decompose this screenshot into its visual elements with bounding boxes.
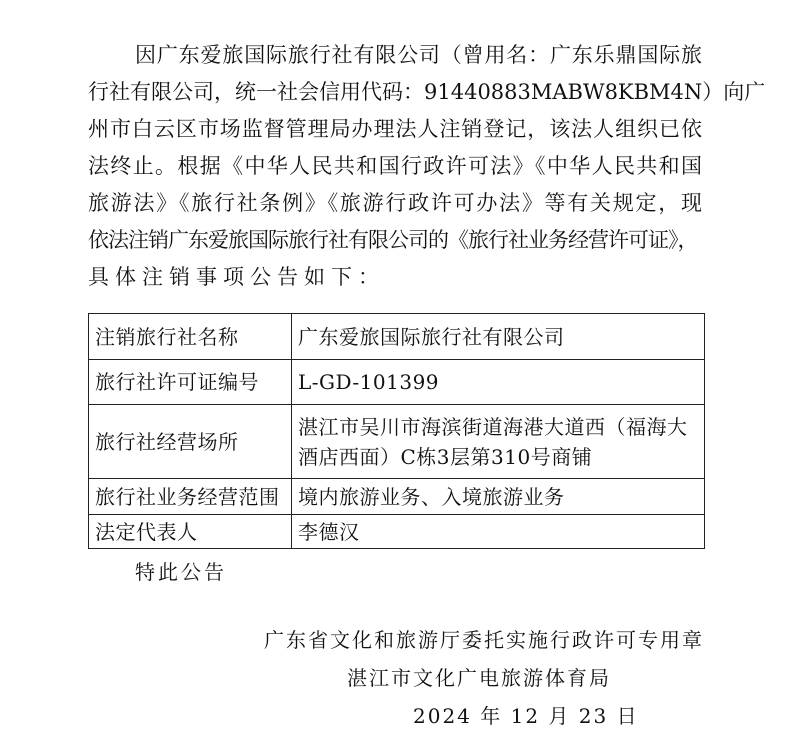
signature-block xyxy=(88,621,705,735)
body-line: 旅游法》《旅行社条例》《旅游行政许可办法》等有关规定，现 xyxy=(88,191,702,215)
row-label: 注销旅行社名称 xyxy=(89,314,292,360)
table-row xyxy=(89,515,705,549)
row-label: 旅行社业务经营范围 xyxy=(89,479,292,515)
row-label: 旅行社许可证编号 xyxy=(89,360,292,405)
signature-issuer: 广东省文化和旅游厅委托实施行政许可专用章 xyxy=(264,628,704,652)
notice-body xyxy=(88,37,766,296)
row-label: 旅行社经营场所 xyxy=(89,405,292,479)
notice-lower-section xyxy=(88,313,705,735)
row-value: 广东爱旅国际旅行社有限公司 xyxy=(292,314,705,360)
table-row xyxy=(89,479,705,515)
table-row xyxy=(89,360,705,405)
cancellation-details-table xyxy=(88,313,705,549)
body-line: 法终止。根据《中华人民共和国行政许可法》《中华人民共和国 xyxy=(88,154,702,178)
signature-bureau: 湛江市文化广电旅游体育局 xyxy=(347,666,611,690)
row-label: 法定代表人 xyxy=(89,515,292,549)
body-line: 行社有限公司，统一社会信用代码：91440883MABW8KBM4N）向广 xyxy=(88,80,766,104)
closing-note: 特此公告 xyxy=(135,560,227,584)
table-row xyxy=(89,405,705,479)
body-line: 具体注销事项公告如下： xyxy=(88,265,385,289)
row-value: 湛江市吴川市海滨街道海港大道西（福海大酒店西面）C栋3层第310号商铺 xyxy=(292,405,705,479)
body-line: 依法注销广东爱旅国际旅行社有限公司的《旅行社业务经营许可证》， xyxy=(88,228,698,252)
row-value: 境内旅游业务、入境旅游业务 xyxy=(292,479,705,515)
row-value: 李德汉 xyxy=(292,515,705,549)
table-row xyxy=(89,314,705,360)
row-value: L-GD-101399 xyxy=(292,360,705,405)
signature-date: 2024 年 12 月 23 日 xyxy=(413,704,639,728)
body-line: 因广东爱旅国际旅行社有限公司（曾用名：广东乐鼎国际旅 xyxy=(135,43,702,67)
body-line: 州市白云区市场监督管理局办理法人注销登记，该法人组织已依 xyxy=(88,117,702,141)
